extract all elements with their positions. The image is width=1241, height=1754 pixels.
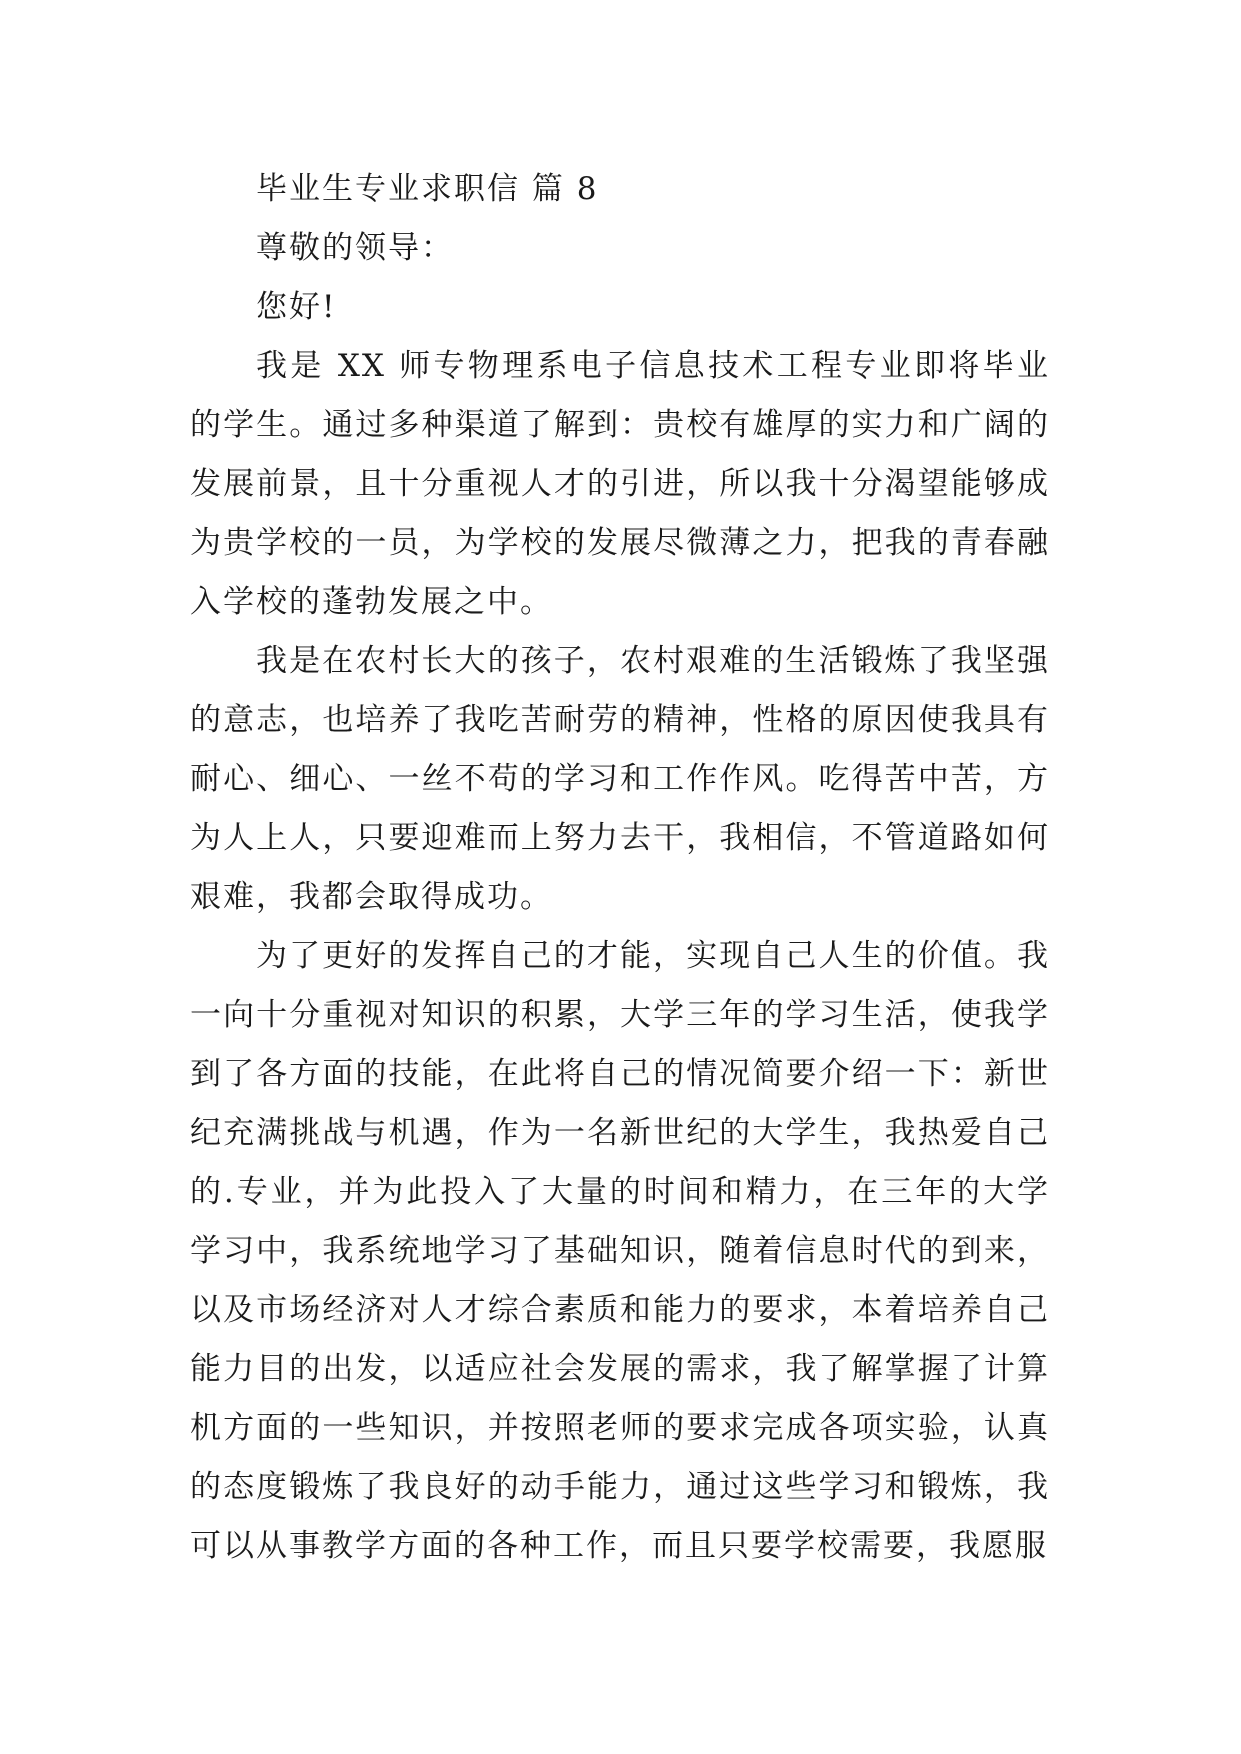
body-paragraph-3: 为了更好的发挥自己的才能，实现自己人生的价值。我一向十分重视对知识的积累，大学三年的学习生活，使我学到了各方面的技能，在此将自己的情况简要介绍一下：新世纪充满挑战与机遇，作为一名新世纪的大学生，我热爱自己的.专业，并为此投入了大量的时间和精力，在三年的大学学习中，我系统地学习了基础知识，随着信息时代的到来，以及市场经济对人才综合素质和能力的要求，本着培养自己能力目的出发，以适应社会发展的需求，我了解掌握了计算机方面的一些知识，并按照老师的要求完成各项实验，认真的态度锻炼了我良好的动手能力，通过这些学习和锻炼，我可以从事教学方面的各种工作，而且只要学校需要，我愿服 bbox=[190, 938, 1050, 1564]
body-paragraph-2: 我是在农村长大的孩子，农村艰难的生活锻炼了我坚强的意志，也培养了我吃苦耐劳的精神，性格的原因使我具有耐心、细心、一丝不苟的学习和工作作风。吃得苦中苦，方为人上人，只要迎难而上努力去干，我相信，不管道路如何艰难，我都会取得成功。 bbox=[190, 643, 1050, 915]
letter-salutation: 尊敬的领导： bbox=[256, 230, 454, 266]
body-paragraph-1: 我是 XX 师专物理系电子信息技术工程专业即将毕业的学生。通过多种渠道了解到：贵校有雄厚的实力和广阔的发展前景，且十分重视人才的引进，所以我十分渴望能够成为贵学校的一员，为学校的发展尽微薄之力，把我的青春融入学校的蓬勃发展之中。 bbox=[190, 348, 1050, 620]
letter-greeting: 您好! bbox=[256, 289, 337, 325]
letter-heading: 毕业生专业求职信 篇 8 bbox=[256, 171, 599, 207]
letter-body bbox=[190, 160, 1050, 1576]
